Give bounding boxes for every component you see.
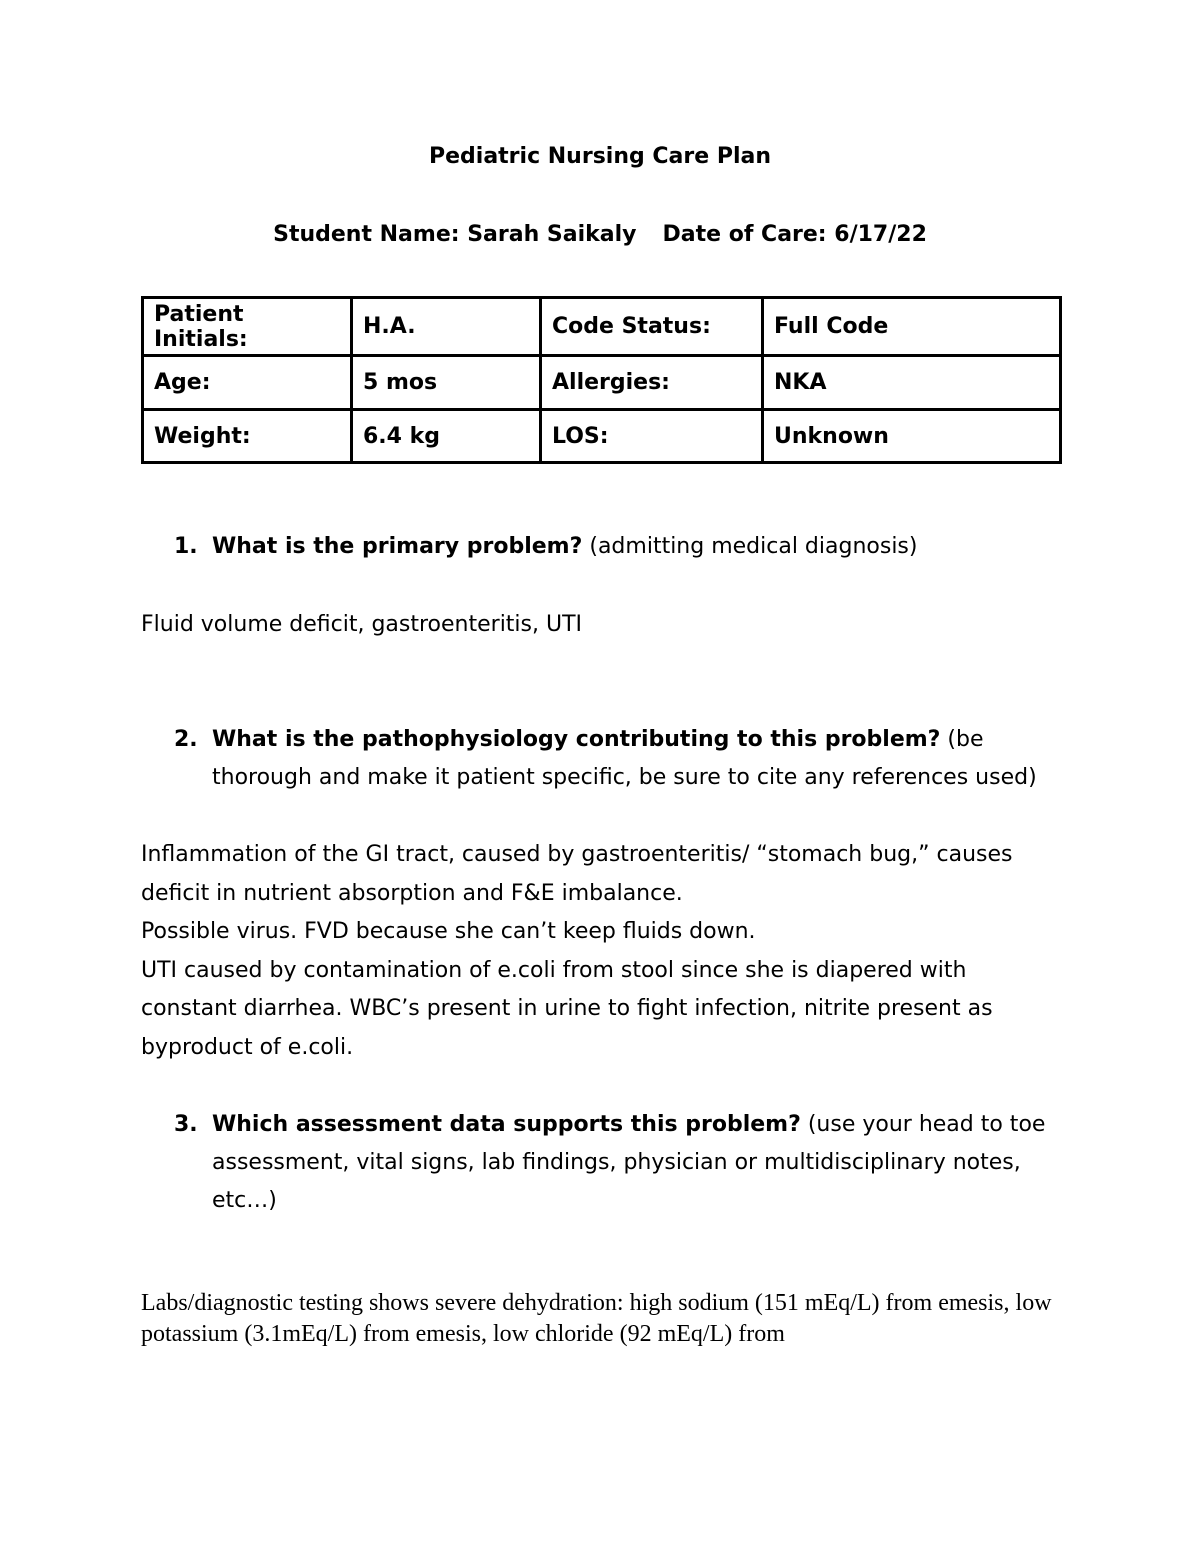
student-name: Student Name: Sarah Saikaly [273, 222, 637, 247]
answer-3 [141, 1288, 1081, 1350]
question-2 [174, 721, 1054, 797]
los-label: LOS: [541, 410, 763, 463]
age-value: 5 mos [352, 356, 541, 410]
patient-initials-value: H.A. [352, 298, 541, 356]
question-1 [174, 528, 1054, 566]
weight-value: 6.4 kg [352, 410, 541, 463]
question-text [212, 721, 1054, 797]
table-row [143, 298, 1061, 356]
question-number: 1. [174, 534, 198, 559]
question-bold: What is the pathophysiology contributing to this problem? [212, 727, 941, 752]
code-status-value: Full Code [763, 298, 1061, 356]
question-bold: What is the primary problem? [212, 534, 583, 559]
answer-line: Fluid volume deficit, gastroenteritis, UTI [141, 612, 583, 637]
weight-label: Weight: [143, 410, 352, 463]
question-number: 2. [174, 727, 198, 752]
patient-initials-label: Patient Initials: [143, 298, 352, 356]
question-number: 3. [174, 1112, 198, 1137]
allergies-value: NKA [763, 356, 1061, 410]
code-status-label: Code Status: [541, 298, 763, 356]
question-rest: (use your head to toe assessment, vital signs, lab findings, physician or multidisciplinary notes, etc…) [212, 1112, 1046, 1213]
answer-1 [141, 606, 1041, 645]
table-row [143, 410, 1061, 463]
date-of-care: Date of Care: 6/17/22 [662, 222, 927, 247]
question-rest: (be thorough and make it patient specific, be sure to cite any references used) [212, 727, 1037, 790]
question-3 [174, 1106, 1054, 1220]
answer-2 [141, 836, 1041, 1067]
answer-line: Inflammation of the GI tract, caused by gastroenteritis/ “stomach bug,” causes deficit in nutrient absorption and F&E imbalance. [141, 842, 1013, 906]
student-info [0, 222, 1200, 247]
table-row [143, 356, 1061, 410]
answer-line: UTI caused by contamination of e.coli from stool since she is diapered with constant diarrhea. WBC’s present in urine to fight infection, nitrite present as byproduct of e.coli. [141, 957, 993, 1060]
los-value: Unknown [763, 410, 1061, 463]
question-text [212, 528, 1054, 566]
answer-line: Possible virus. FVD because she can’t keep fluids down. [141, 919, 756, 944]
answer-line: Labs/diagnostic testing shows severe dehydration: high sodium (151 mEq/L) from emesis, low potassium (3.1mEq/L) from emesis, low chloride (92 mEq/L) from [141, 1290, 1052, 1347]
page-title: Pediatric Nursing Care Plan [428, 144, 771, 169]
patient-info-table [141, 296, 1062, 464]
question-rest: (admitting medical diagnosis) [582, 534, 918, 559]
question-text [212, 1106, 1054, 1220]
question-bold: Which assessment data supports this problem? [212, 1112, 801, 1137]
allergies-label: Allergies: [541, 356, 763, 410]
age-label: Age: [143, 356, 352, 410]
